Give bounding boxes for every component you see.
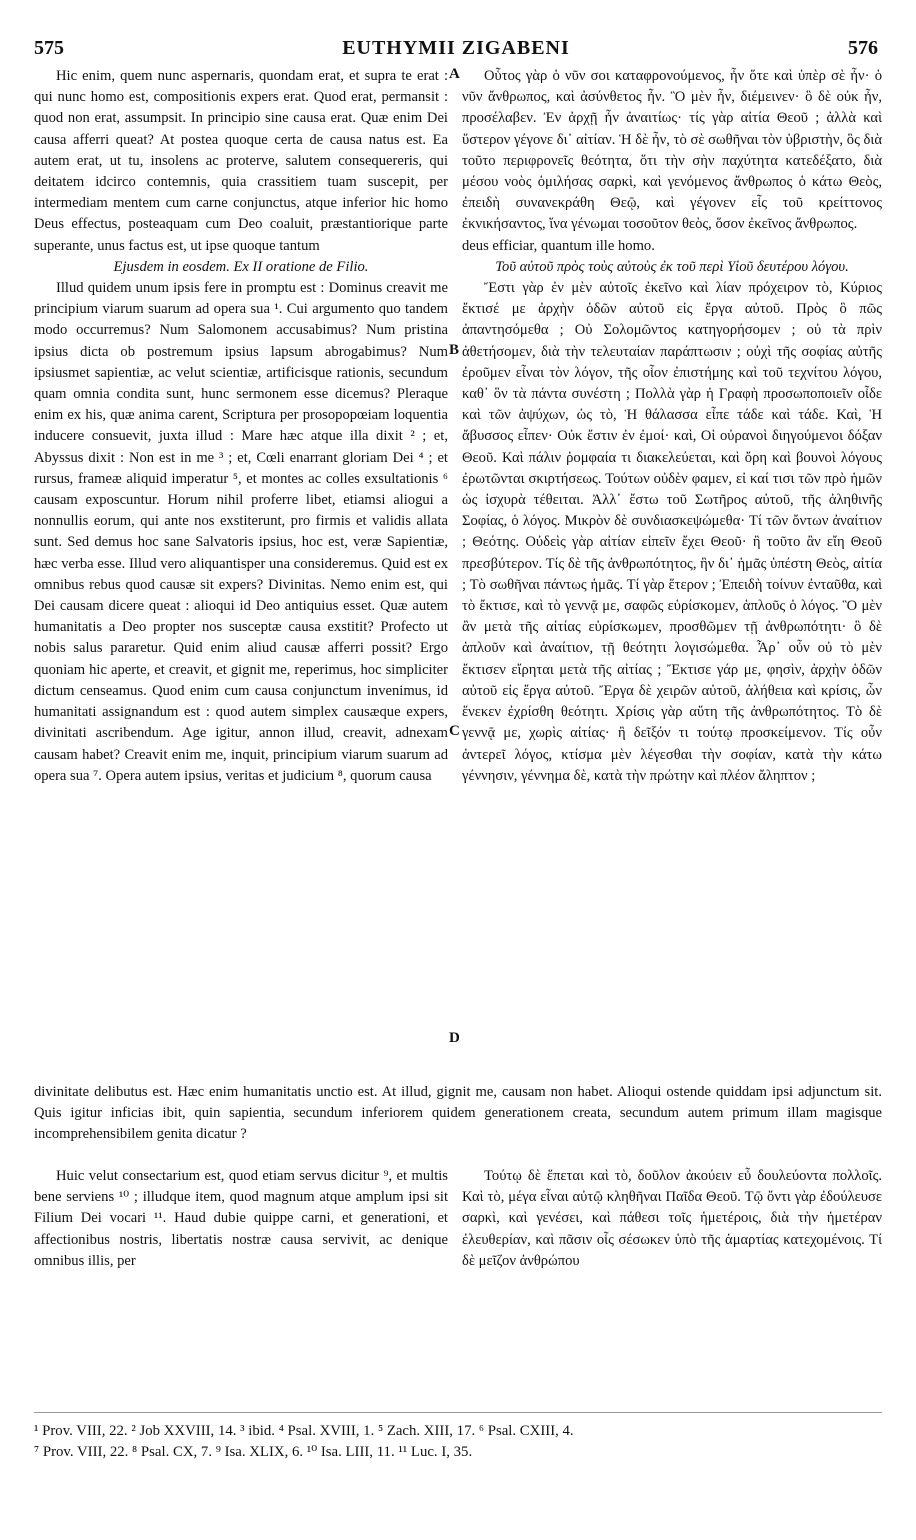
latin-column-bottom (34, 1166, 448, 1272)
page-number-left: 575 (34, 36, 64, 59)
latin-paragraph: Hic enim, quem nunc aspernaris, quondam erat, et supra te erat : qui nunc homo est, compositionis expers erat. Quod erat, permansit : quod non erat, assumpsit. In principio sine causa erat. Quæ enim Dei causa afferri queat? At postea quoque certa de causa natus est. Ea autem erat, ut tu, insolens ac proterve, salutem consequereris, qui deitatem idcirco contemnis, quia crassitiem tuam suscepit, per intermediam mentem cum carne conjunctus, atque inferior hic homo Deus effectus, posteaquam cum Deo coaluit, præstantiorique parte superante, unus factus est, ut ipse quoque tantum (34, 68, 448, 254)
footnote-line: ⁷ Prov. VIII, 22. ⁸ Psal. CX, 7. ⁹ Isa. XLIX, 6. ¹⁰ Isa. LIII, 11. ¹¹ Luc. I, 35. (34, 1444, 473, 1460)
greek-paragraph: Οὗτος γὰρ ὁ νῦν σοι καταφρονούμενος, ἦν ὅτε καὶ ὑπὲρ σὲ ἦν· ὁ νῦν ἄνθρωπος, καὶ ἀσύνθετος ἦν. Ὃ μὲν ἦν, διέμεινεν· ὃ δὲ οὐκ ἦν, προσέλαβεν. Ἐν ἀρχῇ ἦν ἀναιτίως· τίς γὰρ αἰτία Θεοῦ ; ἀλλὰ καὶ ὕστερον γέγονε δι᾿ αἰτίαν. Ἡ δὲ ἦν, τὸ σὲ σωθῆναι τὸν ὑβριστὴν, ὃς διὰ τοῦτο περιφρονεῖς θεότητα, ὅτι τὴν σὴν παχύτητα κατεδέξατο, διὰ μέσου νοὸς ὁμιλήσας σαρκὶ, καὶ γενόμενος ἄνθρωπος ὁ κάτω Θεὸς, ἐπειδὴ συνανεκράθη Θεῷ, καὶ γέγονεν εἷς τοῦ κρείττονος ἐκνικήσαντος, ἵνα γένωμαι τοσοῦτον θεὸς, ὅσον ἐκεῖνος ἄνθρωπος. (462, 68, 882, 233)
footnote-line: ¹ Prov. VIII, 22. ² Job XXVIII, 14. ³ ibid. ⁴ Psal. XVIII, 1. ⁵ Zach. XIII, 17. ⁶ Psal. CXIII, 4. (34, 1423, 574, 1439)
greek-column-bottom (462, 1166, 882, 1272)
running-title: EUTHYMII ZIGABENI (342, 36, 570, 59)
greek-column-top (462, 66, 882, 787)
section-marker-a: A (449, 66, 460, 82)
greek-paragraph: Ἔστι γὰρ ἐν μὲν αὐτοῖς ἐκεῖνο καὶ λίαν πρόχειρον τὸ, Κύριος ἔκτισέ με ἀρχὴν ὁδῶν αὐτοῦ εἰς ἔργα αὐτοῦ. Πρὸς ὃ πῶς ἀπαντησόμεθα ; Οὐ Σολομῶντος κατηγορήσομεν ; οὐ τὰ πρὶν ἀθετήσομεν, διὰ τὴν τελευταίαν παράπτωσιν ; οὐχὶ τῆς σοφίας αὐτῆς ἐροῦμεν εἶναι τὸν λόγον, τῆς οἷον ἐπιστήμης καὶ τοῦ τεχνίτου λόγου, καθ᾿ ὃν τὰ πάντα συνέστη ; Πολλὰ γὰρ ἡ Γραφὴ προσωποποιεῖν οἶδε καὶ τῶν ἀψύχων, ὡς τὸ, Ἡ θάλασσα εἶπε τάδε καὶ τάδε. Καὶ, Ἡ ἄβυσσος εἶπεν· Οὐκ ἔστιν ἐν ἐμοί· καὶ, Οἱ οὐρανοὶ διηγούμενοι δόξαν Θεοῦ. Καὶ πάλιν ῥομφαία τι διακελεύεται, καὶ ὄρη καὶ βουνοὶ λόγους ἐρωτῶνται σκιρτήσεως. Τούτων οὐδὲν φαμεν, εἰ καί τισι τῶν πρὸ ἡμῶν ὡς ἰσχυρὰ τέθειται. Ἀλλ᾿ ἔστω τοῦ Σωτῆρος αὐτοῦ, τῆς ἀληθινῆς Σοφίας, ὁ λόγος. Μικρὸν δὲ συνδιασκεψώμεθα· Τί τῶν ὄντων ἀναίτιον ; Θεότης. Οὐδεὶς γὰρ αἰτίαν εἰπεῖν ἔχει Θεοῦ· ἢ τοῦτο ἂν εἴη Θεοῦ πρεσβύτερον. Τίς δὲ τῆς ἀνθρωπότητος, ἣν δι᾿ ἡμᾶς ὑπέστη Θεὸς, αἰτία ; Τὸ σωθῆναι πάντως ἡμᾶς. Τί γὰρ ἕτερον ; Ἐπειδὴ τοίνυν ἐνταῦθα, καὶ τὸ ἔκτισε, καὶ τὸ γεννᾷ με, σαφῶς εὑρίσκομεν, ἁπλοῦς ὁ λόγος. Ὃ μὲν ἂν μετὰ τῆς αἰτίας εὑρίσκωμεν, προσθῶμεν τῇ ἀνθρωπότητι· ὃ δὲ ἁπλοῦν καὶ ἀναίτιον, τῇ θεότητι λογισώμεθα. Ἆρ᾿ οὖν οὐ τὸ μὲν ἔκτισεν εἴρηται μετὰ τῆς αἰτίας ; Ἔκτισε γάρ με, φησὶν, ἀρχὴν ὁδῶν αὐτοῦ εἰς ἔργα αὐτοῦ. Ἔργα δὲ χειρῶν αὐτοῦ, ἀλήθεια καὶ κρίσις, ὧν ἕνεκεν ἐχρίσθη θεότητι. Χρίσις γὰρ αὕτη τῆς ἀνθρωπότητος. Τὸ δὲ γεννᾷ με, χωρὶς αἰτίας· ἢ δεῖξόν τι τούτῳ προσκείμενον. Τίς οὖν ἀντερεῖ λόγος, κτίσμα μὲν λέγεσθαι τὴν σοφίαν, κατὰ τὴν κάτω γέννησιν, γέννημα δὲ, κατὰ τὴν πρώτην καὶ πλέον ἄληπτον ; (462, 280, 882, 784)
latin-full-width-passage: divinitate delibutus est. Hæc enim humanitatis unctio est. At illud, gignit me, causam non habet. Alioqui ostende quiddam ipsi adjunctum sit. Quis igitur inficias ibit, quin sapientia, secundum inferiorem quidem generationem creata, secundum autem primum illam magisque incomprehensibilem genita dicatur ? (34, 1084, 882, 1143)
greek-section-heading: Τοῦ αὐτοῦ πρὸς τοὺς αὐτοὺς ἐκ τοῦ περὶ Υἱοῦ δευτέρου λόγου. (495, 258, 849, 275)
footnotes (34, 1412, 882, 1463)
latin-paragraph: Huic velut consectarium est, quod etiam servus dicitur ⁹, et multis bene serviens ¹⁰ ; illudque item, quod magnum atque amplum ipsi sit Filium Dei vocari ¹¹. Haud dubie quippe carni, et generationi, et affectionibus nostris, libertatis nostræ causa servivit, ac denique omnibus illis, per (34, 1168, 448, 1269)
latin-section-heading: Ejusdem in eosdem. Ex II oratione de Filio. (113, 258, 369, 275)
latin-continuation: deus efficiar, quantum ille homo. (462, 237, 655, 254)
page-number-right: 576 (847, 36, 878, 59)
section-marker-c: C (449, 723, 460, 739)
section-marker-d: D (449, 1030, 460, 1046)
latin-column-top (34, 66, 448, 787)
greek-paragraph: Τούτῳ δὲ ἕπεται καὶ τὸ, δοῦλον ἀκούειν εὖ δουλεύοντα πολλοῖς. Καὶ τὸ, μέγα εἶναι αὐτῷ κληθῆναι Παῖδα Θεοῦ. Τῷ ὄντι γὰρ ἐδούλευσε σαρκὶ, καὶ γενέσει, καὶ πάθεσι τοῖς ἡμετέροις, διὰ τὴν ἡμετέραν ἐλευθερίαν, καὶ πᾶσιν οἷς σέσωκεν ὑπὸ τῆς ἁμαρτίας κατεχομένοις. Τί δὲ μεῖζον ἀνθρώπου (462, 1168, 882, 1269)
section-marker-b: B (449, 342, 460, 358)
latin-paragraph: Illud quidem unum ipsis fere in promptu est : Dominus creavit me principium viarum suarum ad opera sua ¹. Cui argumento quo tandem modo occurremus? Num Salomonem accusabimus? Num pristina ipsius dicta ob postremum ipsius lapsum abrogabimus? Num ipsiusmet sapientiæ, ac velut scientiæ, artificisque rationis, secundum quam omnia condita sunt, hunc sermonem esse dicemus? Pleraque enim ex his, quæ anima carent, Scriptura per prosopopœiam loquentia inducere consuevit, juxta illud : Mare hæc atque illa dixit ² ; et, Abyssus dixit : Non est in me ³ ; et, Cœli enarrant gloriam Dei ⁴ ; et rursus, frameæ aliquid imperatur ⁵, et montes ac colles exsultationis ⁶ causam exposcuntur. Horum nihil proferre libet, etiamsi aliogui a nonnullis eorum, qui ante nos exstiterunt, pro firmis et validis allata sunt. Sed demus hoc sane Salvatoris ipsius, hoc est, veræ Sapientiæ, hæc verba esse. Illud vero aliquantisper una consideremus. Quid est ex omnibus rebus quod causæ sit expers? Divinitas. Nemo enim est, qui Dei causam dicere queat : alioqui id Deo antiquius esset. Quæ autem humanitatis a Deo propter nos susceptæ causa exstitit? Profecto ut nobis salus pararetur. Quid enim aliud causæ afferri possit? Ergo quoniam hic aperte, et creavit, et gignit me, reperimus, hoc simpliciter dictum censeamus. Quod enim cum causa conjunctum invenimus, id humanitati assignandum est : quod autem simplex causæque expers, divinitati ascribendum. Age igitur, annon illud, creavit, adnexam causam habet? Creavit enim me, inquit, principium viarum suarum ad opera sua ⁷. Opera autem ipsius, veritas et judicium ⁸, quorum causa (34, 280, 448, 784)
running-header (34, 34, 878, 62)
